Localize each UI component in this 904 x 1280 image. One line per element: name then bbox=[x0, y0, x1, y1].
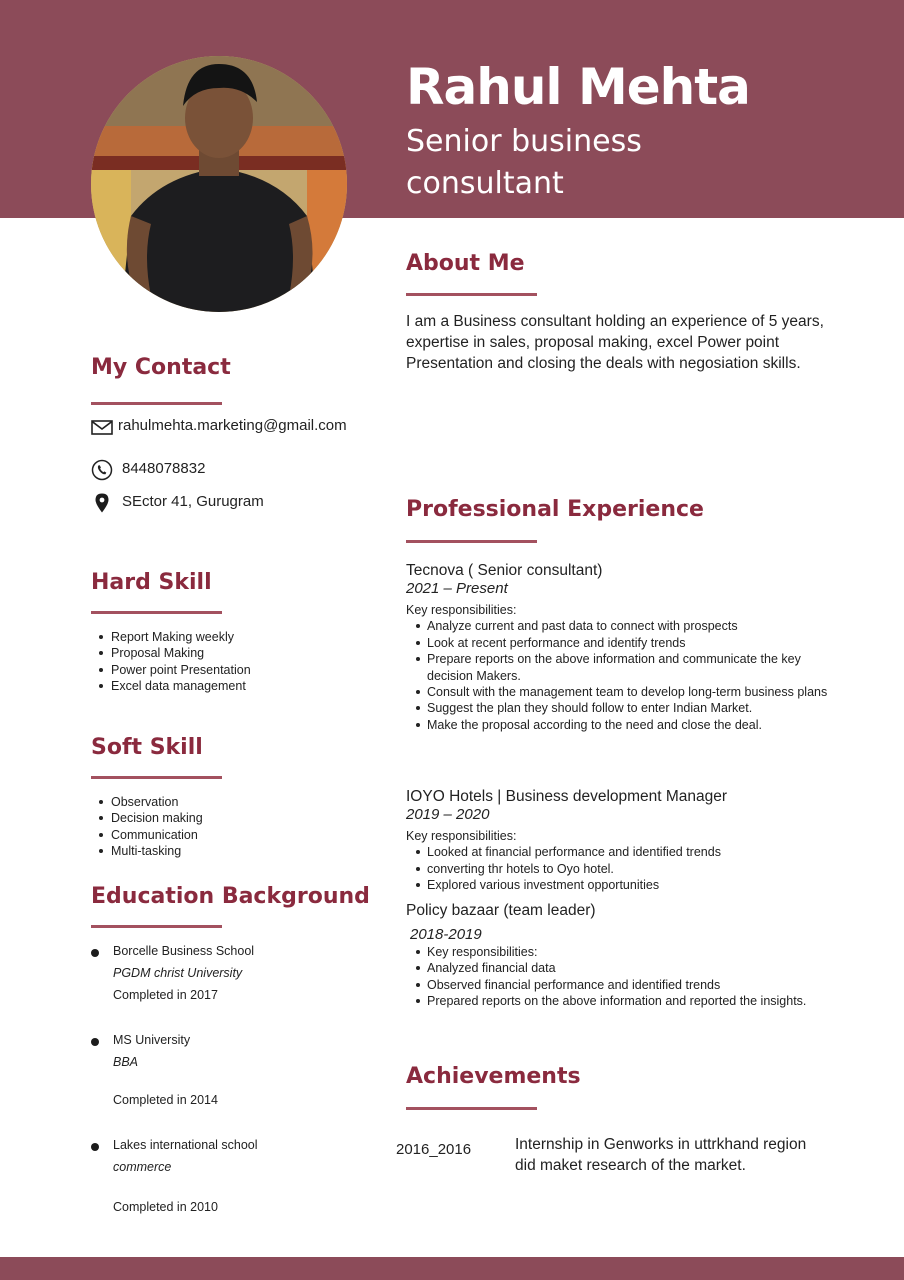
list-item: Suggest the plan they should follow to enter Indian Market. bbox=[406, 700, 836, 716]
contact-rule bbox=[91, 402, 222, 405]
contact-location-row bbox=[91, 491, 264, 514]
job-entry bbox=[406, 787, 836, 894]
hard-skill-heading: Hard Skill bbox=[91, 570, 212, 595]
list-item: Look at recent performance and identify trends bbox=[406, 635, 836, 651]
list-item: Decision making bbox=[98, 810, 203, 826]
education-school: Borcelle Business School bbox=[113, 944, 255, 958]
list-item: Proposal Making bbox=[98, 645, 251, 661]
education-completed: Completed in 2014 bbox=[113, 1093, 218, 1107]
profile-photo bbox=[91, 56, 347, 312]
list-item: Analyze current and past data to connect with prospects bbox=[406, 618, 836, 634]
contact-location: SEctor 41, Gurugram bbox=[122, 493, 264, 510]
list-item: Excel data management bbox=[98, 678, 251, 694]
education-rule bbox=[91, 925, 222, 928]
about-heading: About Me bbox=[406, 251, 525, 276]
job-period: 2019 – 2020 bbox=[406, 806, 490, 823]
job-responsibilities bbox=[406, 618, 836, 733]
location-pin-icon bbox=[91, 492, 113, 514]
education-completed: Completed in 2010 bbox=[113, 1200, 218, 1214]
job-period: 2021 – Present bbox=[406, 580, 508, 597]
list-item: Prepare reports on the above information and communicate the key decision Makers. bbox=[406, 651, 836, 684]
list-item: Make the proposal according to the need and close the deal. bbox=[406, 717, 836, 733]
experience-heading: Professional Experience bbox=[406, 497, 704, 522]
list-item: Looked at financial performance and identified trends bbox=[406, 844, 836, 860]
profile-name: Rahul Mehta bbox=[406, 58, 750, 116]
about-text: I am a Business consultant holding an experience of 5 years, expertise in sales, proposal making, excel Power point Presentation and closing the deals with negosiation skills. bbox=[406, 313, 824, 372]
profile-title: Senior business consultant bbox=[406, 124, 642, 201]
mail-icon bbox=[91, 416, 113, 438]
achievements-heading: Achievements bbox=[406, 1064, 581, 1089]
list-item: converting thr hotels to Oyo hotel. bbox=[406, 861, 836, 877]
bullet-dot bbox=[91, 1143, 99, 1151]
list-item: Observation bbox=[98, 794, 203, 810]
job-role: Tecnova ( Senior consultant) bbox=[406, 562, 603, 579]
education-heading: Education Background bbox=[91, 884, 370, 909]
contact-phone[interactable]: 8448078832 bbox=[122, 460, 206, 477]
contact-heading: My Contact bbox=[91, 355, 231, 380]
list-item: Key responsibilities: bbox=[406, 944, 836, 960]
job-entry bbox=[406, 561, 836, 733]
experience-rule bbox=[406, 540, 537, 543]
job-kr-label: Key responsibilities: bbox=[406, 603, 517, 617]
achievements-rule bbox=[406, 1107, 537, 1110]
achievement-year: 2016_2016 bbox=[396, 1141, 472, 1158]
job-kr-label: Key responsibilities: bbox=[406, 829, 517, 843]
education-completed: Completed in 2017 bbox=[113, 988, 218, 1002]
education-school: MS University bbox=[113, 1033, 191, 1047]
job-responsibilities bbox=[406, 944, 836, 1010]
list-item: Analyzed financial data bbox=[406, 960, 836, 976]
bullet-dot bbox=[91, 1038, 99, 1046]
list-item: Communication bbox=[98, 827, 203, 843]
footer-band bbox=[0, 1257, 904, 1280]
hard-skill-list bbox=[98, 629, 251, 695]
achievement-text: Internship in Genworks in uttrkhand region did maket research of the market. bbox=[515, 1136, 807, 1174]
list-item: Power point Presentation bbox=[98, 662, 251, 678]
list-item: Observed financial performance and identified trends bbox=[406, 977, 836, 993]
contact-email-row bbox=[91, 415, 358, 438]
bullet-dot bbox=[91, 949, 99, 957]
education-degree: BBA bbox=[113, 1055, 139, 1069]
soft-skill-heading: Soft Skill bbox=[91, 735, 203, 760]
phone-icon bbox=[91, 459, 113, 481]
list-item: Consult with the management team to develop long-term business plans bbox=[406, 684, 836, 700]
education-school: Lakes international school bbox=[113, 1138, 258, 1152]
job-period: 2018-2019 bbox=[410, 926, 482, 943]
contact-email[interactable]: rahulmehta.marketing@gmail.com bbox=[118, 417, 347, 434]
job-role: Policy bazaar (team leader) bbox=[406, 902, 596, 919]
soft-skill-rule bbox=[91, 776, 222, 779]
education-entry bbox=[91, 1138, 371, 1220]
job-role: IOYO Hotels | Business development Manager bbox=[406, 788, 728, 805]
list-item: Report Making weekly bbox=[98, 629, 251, 645]
about-rule bbox=[406, 293, 537, 296]
hard-skill-rule bbox=[91, 611, 222, 614]
education-degree: PGDM christ University bbox=[113, 966, 243, 980]
soft-skill-list bbox=[98, 794, 203, 860]
job-responsibilities bbox=[406, 844, 836, 893]
education-entry bbox=[91, 1033, 371, 1113]
list-item: Prepared reports on the above information and reported the insights. bbox=[406, 993, 836, 1009]
list-item: Multi-tasking bbox=[98, 843, 203, 859]
education-degree: commerce bbox=[113, 1160, 172, 1174]
contact-phone-row bbox=[91, 458, 205, 481]
education-entry bbox=[91, 944, 371, 1014]
job-entry bbox=[406, 901, 836, 1010]
list-item: Explored various investment opportunities bbox=[406, 877, 836, 893]
